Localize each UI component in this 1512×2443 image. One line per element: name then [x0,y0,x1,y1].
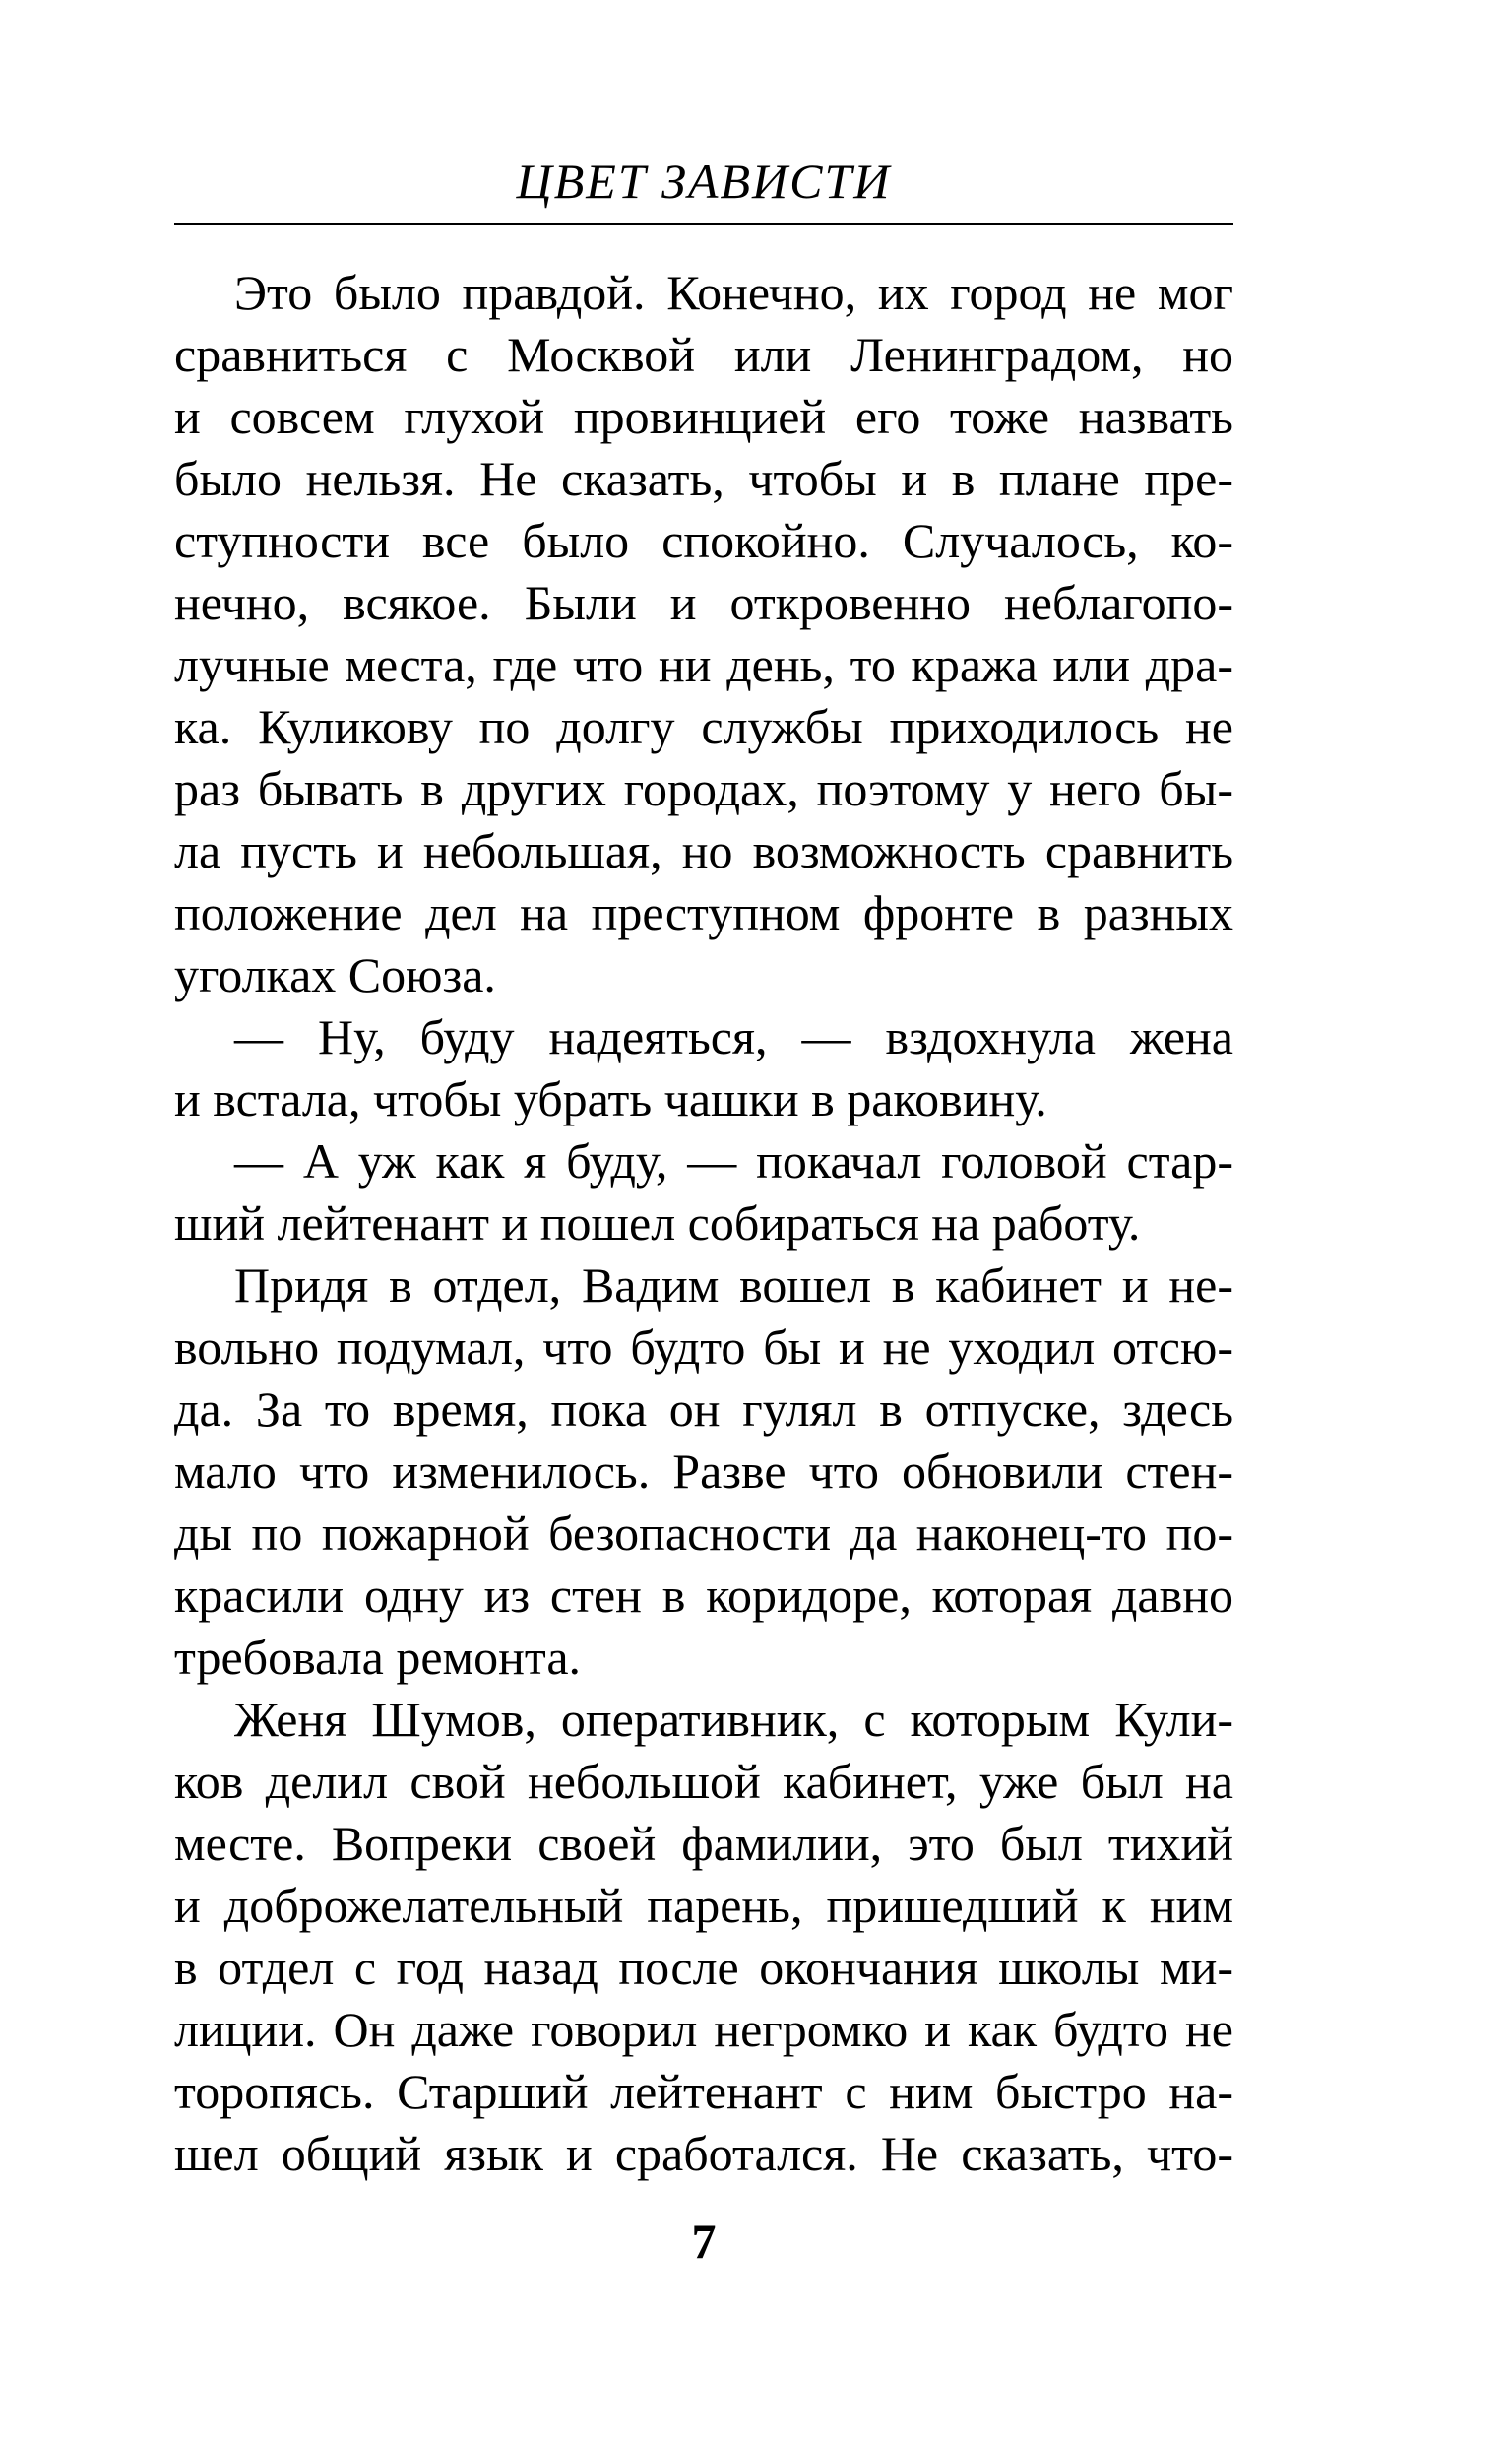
text-line: в отдел с год назад после окончания школы ми- [174,1940,1233,1995]
text-line: шел общий язык и сработался. Не сказать, что- [174,2126,1233,2181]
paragraph [174,1254,1233,1689]
paragraph [174,1689,1233,2185]
text-line: ла пусть и небольшая, но возможность сравнить [174,823,1233,878]
text-line: ступности все было спокойно. Случалось, ко- [174,513,1233,568]
text-line: лучные места, где что ни день, то кража или дра- [174,637,1233,692]
text-line: требовала ремонта. [174,1630,582,1685]
text-line: Придя в отдел, Вадим вошел в кабинет и не- [234,1257,1233,1313]
text-line: было нельзя. Не сказать, чтобы и в плане пре- [174,451,1233,506]
text-line: и доброжелательный парень, пришедший к ним [174,1878,1233,1933]
running-head-title: ЦВЕТ ЗАВИСТИ [516,154,892,209]
text-line: ший лейтенант и пошел собираться на работу. [174,1195,1141,1251]
text-line: вольно подумал, что будто бы и не уходил отсю- [174,1319,1233,1375]
dialogue-paragraph [174,1130,1233,1254]
text-line: сравниться с Москвой или Ленинградом, но [174,327,1233,382]
text-line: месте. Вопреки своей фамилии, это был тихий [174,1816,1233,1871]
text-line: да. За то время, пока он гулял в отпуске, здесь [174,1382,1233,1437]
text-line: торопясь. Старший лейтенант с ним быстро на- [174,2064,1233,2119]
dialogue-paragraph [174,1006,1233,1130]
paragraph [174,262,1233,1006]
text-line: ды по пожарной безопасности да наконец-то по- [174,1506,1233,1561]
text-line: уголках Союза. [174,947,496,1002]
text-line: нечно, всякое. Были и откровенно неблагопо- [174,575,1233,630]
text-line: ка. Куликову по долгу службы приходилось не [174,699,1233,754]
text-line: мало что изменилось. Разве что обновили стен- [174,1444,1233,1499]
text-line: красили одну из стен в коридоре, которая давно [174,1568,1233,1623]
text-line: Это было правдой. Конечно, их город не мог [234,265,1233,320]
text-line: положение дел на преступном фронте в разных [174,885,1233,940]
text-line: и совсем глухой провинцией его тоже назвать [174,389,1233,444]
text-line: — Ну, буду надеяться, — вздохнула жена [234,1009,1233,1064]
page-number: 7 [691,2214,717,2269]
body-text [174,262,1233,2185]
text-line: — А уж как я буду, — покачал головой стар- [234,1133,1233,1189]
text-line: Женя Шумов, оперативник, с которым Кули- [234,1692,1233,1747]
text-line: и встала, чтобы убрать чашки в раковину. [174,1071,1047,1126]
text-line: ков делил свой небольшой кабинет, уже был на [174,1754,1233,1809]
header-rule-divider [174,223,1233,225]
text-line: раз бывать в других городах, поэтому у него бы- [174,761,1233,816]
text-line: лиции. Он даже говорил негромко и как будто не [174,2002,1233,2057]
